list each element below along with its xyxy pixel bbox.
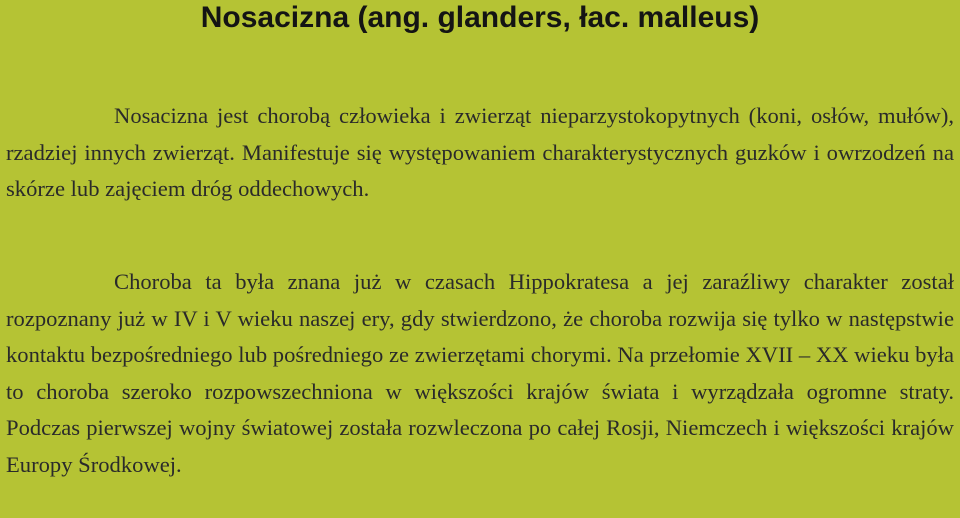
paragraph-history: Choroba ta była znana już w czasach Hippokratesa a jej zaraźliwy charakter został rozpoznany już w IV i V wieku naszej ery, gdy stwierdzono, że choroba rozwija się tylko w następstwie kontaktu bezpośredniego lub pośredniego ze zwierzętami chorymi. Na przełomie XVII – XX wieku była to choroba szeroko rozpowszechniona w większości krajów świata i wyrządzała ogromne straty. Podczas pierwszej wojny światowej została rozwleczona po całej Rosji, Niemczech i większości krajów Europy Środkowej. <box>6 269 954 477</box>
slide-title: Nosacizna (ang. glanders, łac. malleus) <box>200 1 760 34</box>
paragraph-definition: Nosacizna jest chorobą człowieka i zwierząt nieparzystokopytnych (koni, osłów, mułów), rzadziej innych zwierząt. Manifestuje się występowaniem charakterystycznych guzków i owrzodzeń na skórze lub zajęciem dróg oddechowych. <box>6 103 954 201</box>
